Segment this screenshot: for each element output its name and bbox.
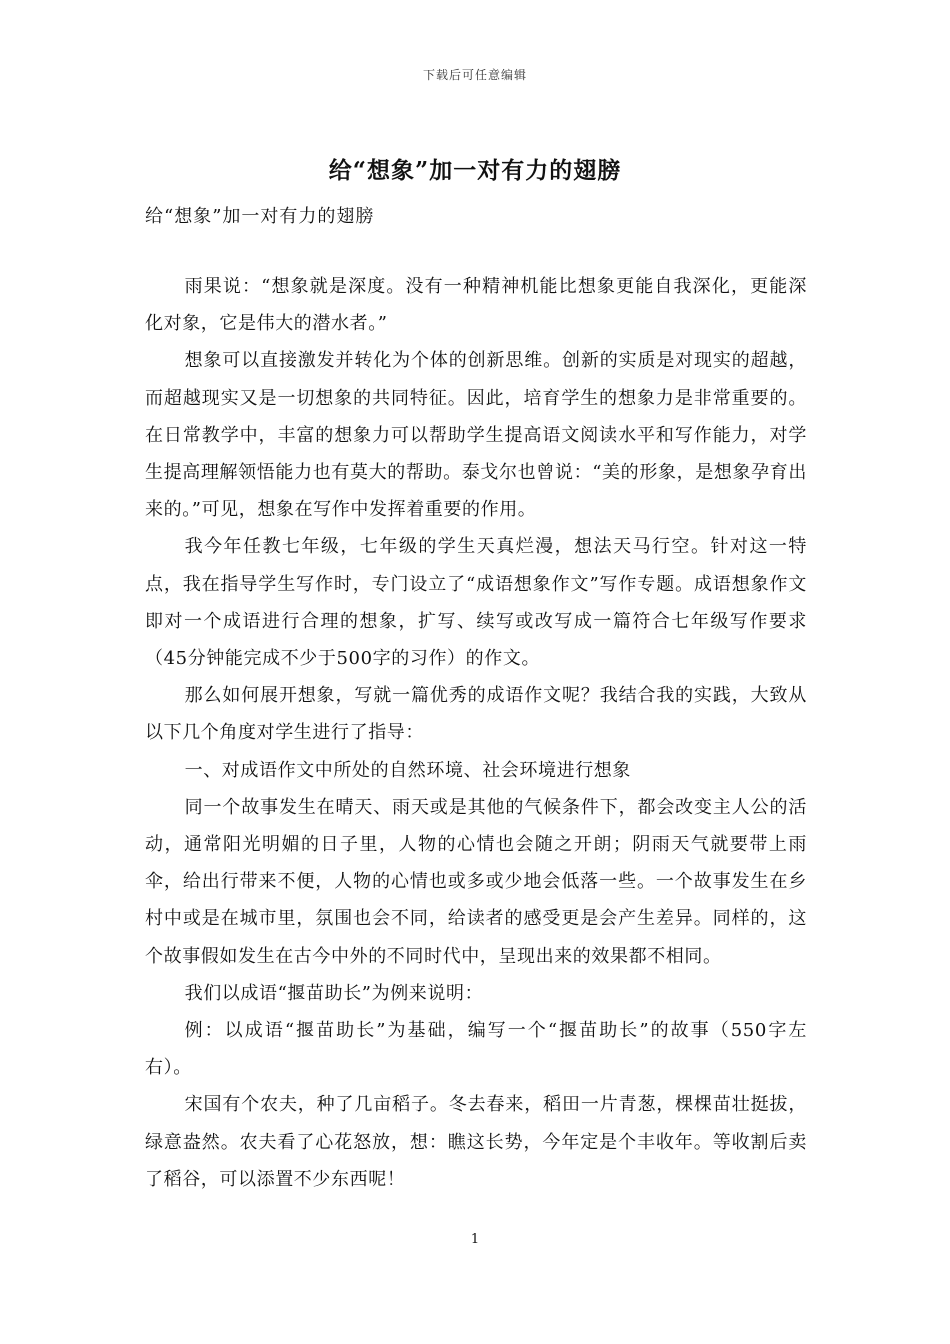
paragraph-teaching-context: 我今年任教七年级，七年级的学生天真烂漫，想法天马行空。针对这一特点，我在指导学生写作时，专门设立了“成语想象作文”写作专题。成语想象作文即对一个成语进行合理的想象，扩写、续写或改写成一篇符合七年级写作要求（45分钟能完成不少于500字的习作）的作文。 (145, 536, 807, 670)
paragraph-story-start: 宋国有个农夫，种了几亩稻子。冬去春来，稻田一片青葱，棵棵苗壮挺拔，绿意盎然。农夫看了心花怒放，想：瞧这长势，今年定是个丰收年。等收割后卖了稻谷，可以添置不少东西呢！ (145, 1094, 807, 1190)
page-number: 1 (470, 1232, 480, 1247)
paragraph-example-intro: 我们以成语“揠苗助长”为例来说明： (184, 982, 484, 1004)
document-subtitle: 给“想象”加一对有力的翅膀 (145, 206, 375, 227)
paragraph-imagination-intro: 想象可以直接激发并转化为个体的创新思维。创新的实质是对现实的超越，而超越现实又是一切想象的共同特征。因此，培育学生的想象力是非常重要的。在日常教学中，丰富的想象力可以帮助学生提高语文阅读水平和写作能力，对学生提高理解领悟能力也有莫大的帮助。泰戈尔也曾说：“美的形象，是想象孕育出来的。”可见，想象在写作中发挥着重要的作用。 (145, 350, 807, 521)
document-title: 给“想象”加一对有力的翅膀 (328, 157, 622, 184)
paragraph-quote-hugo: 雨果说：“想象就是深度。没有一种精神机能比想象更能自我深化，更能深化对象，它是伟大的潜水者。” (145, 276, 807, 335)
paragraph-example-task: 例：以成语“揠苗助长”为基础，编写一个“揠苗助长”的故事（550字左右）。 (145, 1020, 807, 1079)
paragraph-environment: 同一个故事发生在晴天、雨天或是其他的气候条件下，都会改变主人公的活动，通常阳光明媚的日子里，人物的心情也会随之开朗；阴雨天气就要带上雨伞，给出行带来不便，人物的心情也或多或少地会低落一些。一个故事发生在乡村中或是在城市里，氛围也会不同，给读者的感受更是会产生差异。同样的，这个故事假如发生在古今中外的不同时代中，呈现出来的效果都不相同。 (145, 796, 807, 967)
page-header-note: 下载后可任意编辑 (422, 68, 527, 82)
paragraph-guidance-intro: 那么如何展开想象，写就一篇优秀的成语作文呢？我结合我的实践，大致从以下几个角度对学生进行了指导： (145, 685, 807, 744)
section-heading-environment: 一、对成语作文中所处的自然环境、社会环境进行想象 (184, 759, 631, 781)
document-body (145, 268, 807, 1198)
